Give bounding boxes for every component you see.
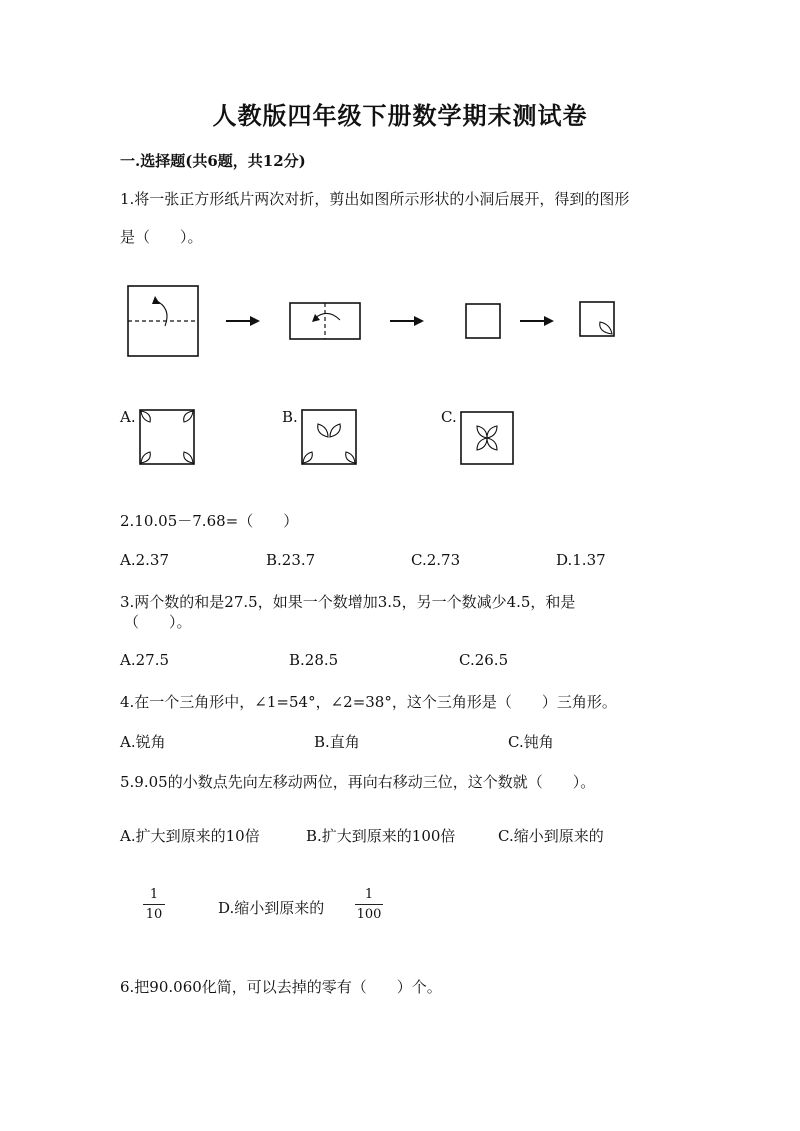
arrow-icon	[226, 316, 260, 326]
option-b-figure[interactable]	[300, 408, 360, 468]
question-4-text: 4.在一个三角形中，∠1=54°，∠2=38°，这个三角形是（ ）三角形。	[120, 693, 617, 711]
option-c-figure[interactable]	[459, 410, 519, 470]
option-b-label[interactable]: B.	[282, 408, 298, 426]
q5-option-c[interactable]: C.缩小到原来的	[498, 827, 604, 845]
question-5-text: 5.9.05的小数点先向左移动两位，再向右移动三位，这个数就（ ）。	[120, 773, 596, 791]
q4-option-a[interactable]: A.锐角	[120, 733, 166, 751]
fraction-denominator: 10	[145, 907, 163, 922]
fraction-one-hundredth	[355, 888, 383, 921]
q5-option-b[interactable]: B.扩大到原来的100倍	[306, 827, 456, 845]
q2-option-a[interactable]: A.2.37	[120, 551, 169, 569]
q3-option-a[interactable]: A.27.5	[120, 651, 169, 669]
q2-option-c[interactable]: C.2.73	[411, 551, 461, 569]
option-c-label[interactable]: C.	[441, 408, 457, 426]
fraction-numerator: 1	[149, 887, 159, 902]
question-3-text-cont: （ ）。	[124, 613, 192, 631]
paper-square-step-1	[128, 286, 198, 356]
question-1-text: 1.将一张正方形纸片两次对折，剪出如图所示形状的小洞后展开，得到的图形	[120, 190, 630, 208]
option-a-label[interactable]: A.	[120, 408, 136, 426]
question-1-text-cont: 是（ ）。	[120, 228, 203, 246]
arrow-icon	[520, 316, 554, 326]
q4-option-b[interactable]: B.直角	[314, 733, 360, 751]
q5-option-d[interactable]: D.缩小到原来的	[218, 899, 325, 917]
fraction-numerator: 1	[364, 887, 374, 902]
question-2-text: 2.10.05－7.68=（ ）	[120, 512, 299, 530]
q3-option-c[interactable]: C.26.5	[459, 651, 509, 669]
q2-option-b[interactable]: B.23.7	[266, 551, 316, 569]
question-3-text: 3.两个数的和是27.5，如果一个数增加3.5，另一个数减少4.5，和是	[120, 593, 576, 611]
paper-rectangle-step-2	[290, 303, 360, 339]
fraction-denominator: 100	[356, 907, 382, 922]
paper-square-step-3	[466, 304, 500, 338]
arrow-icon	[390, 316, 424, 326]
folding-process-figure	[0, 280, 800, 380]
paper-square-with-hole	[580, 302, 614, 336]
section-heading: 一.选择题(共6题，共12分)	[120, 152, 306, 170]
q5-option-a[interactable]: A.扩大到原来的10倍	[120, 827, 260, 845]
option-a-figure[interactable]	[138, 408, 198, 468]
page-title: 人教版四年级下册数学期末测试卷	[212, 101, 588, 130]
q2-option-d[interactable]: D.1.37	[556, 551, 606, 569]
q3-option-b[interactable]: B.28.5	[289, 651, 339, 669]
fraction-one-tenth	[143, 888, 165, 921]
question-6-text: 6.把90.060化简，可以去掉的零有（ ）个。	[120, 978, 442, 996]
q4-option-c[interactable]: C.钝角	[508, 733, 554, 751]
